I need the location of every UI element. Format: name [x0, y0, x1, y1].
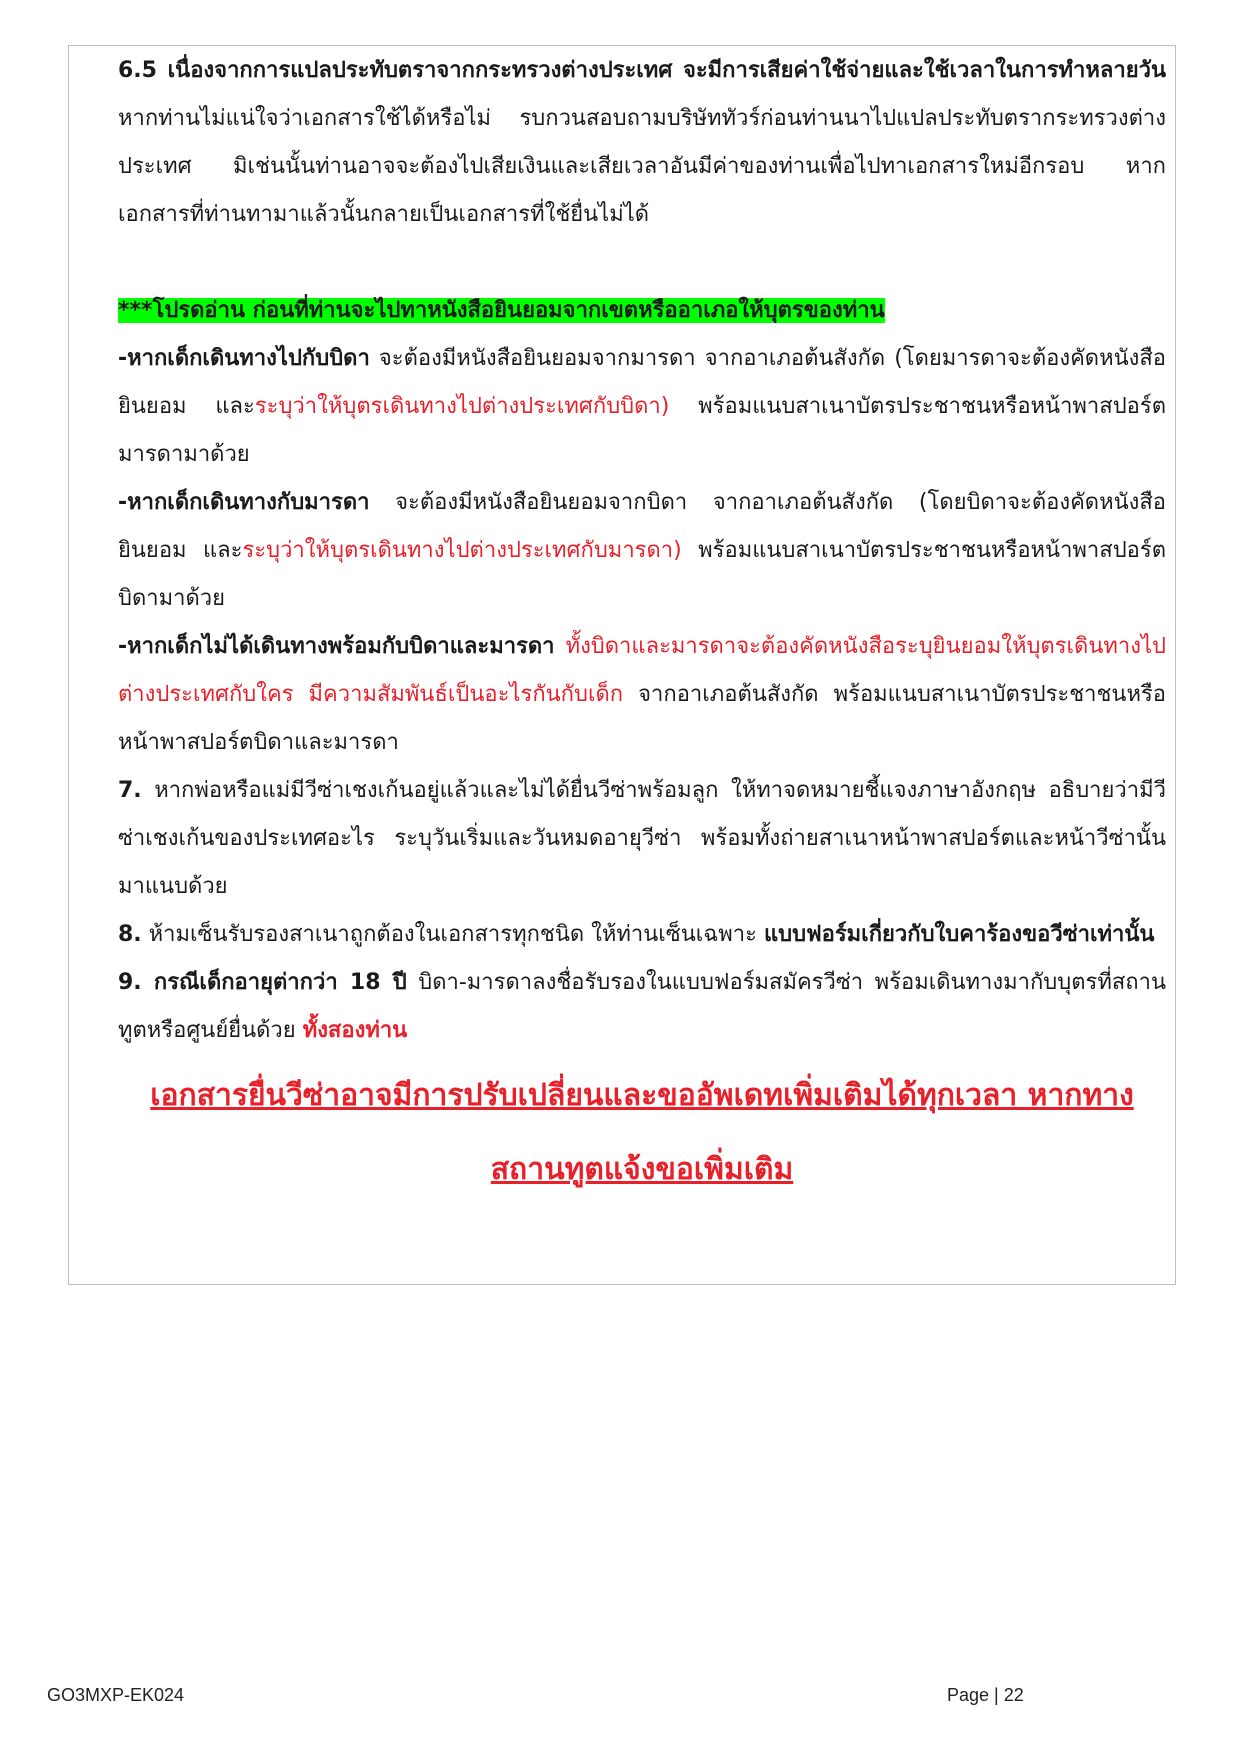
item-9 — [118, 959, 1166, 1055]
mother-heading: -หากเด็กเดินทางกับมารดา — [118, 490, 370, 515]
mother-text-2: พร้อมแนบสาเนาบัตรประชาชนหรือหน้าพาสปอร์ตบิดามาด้วย — [118, 538, 1166, 611]
highlighted-notice: ***โปรดอ่าน ก่อนที่ท่านจะไปทาหนังสือยินยอมจากเขตหรืออาเภอให้บุตรของท่าน — [118, 298, 885, 323]
document-code: GO3MXP-EK024 — [47, 1685, 185, 1705]
item-9-text: บิดา-มารดาลงชื่อรับรองในแบบฟอร์มสมัครวีซ่า พร้อมเดินทางมากับบุตรที่สถานทูตหรือศูนย์ยื่นด้วย — [118, 970, 1166, 1043]
father-red-text: ระบุว่าให้บุตรเดินทางไปต่างประเทศกับบิดา) — [254, 394, 670, 419]
item-9-red-text: ทั้งสองท่าน — [302, 1018, 408, 1043]
section-6-5-text: หากท่านไม่แน่ใจว่าเอกสารใช้ได้หรือไม่ รบกวนสอบถามบริษัททัวร์ก่อนท่านนาไปแปลประทับตรากระทรวงต่างประเทศ มิเช่นนั้นท่านอาจจะต้องไปเสียเงินและเสียเวลาอันมีค่าของท่านเพื่อไปทาเอกสารใหม่อีกรอบ หากเอกสารที่ท่านทามาแล้วนั้นกลายเป็นเอกสารที่ใช้ยื่นไม่ได้ — [118, 106, 1166, 227]
neither-text: จากอาเภอต้นสังกัด พร้อมแนบสาเนาบัตรประชาชนหรือหน้าพาสปอร์ตบิดาและมารดา — [118, 682, 1166, 755]
mother-text-1: จะต้องมีหนังสือยินยอมจากบิดา จากอาเภอต้นสังกัด (โดยบิดาจะต้องคัดหนังสือยินยอม และ — [118, 490, 1166, 563]
item-8-number: 8. — [118, 922, 142, 947]
mother-red-text: ระบุว่าให้บุตรเดินทางไปต่างประเทศกับมารดา) — [242, 538, 682, 563]
banner-line-1: เอกสารยื่นวีซ่าอาจมีการปรับเปลี่ยนและขออัพเดทเพิ่มเติมได้ทุกเวลา หากทาง — [150, 1078, 1134, 1113]
father-text-1: จะต้องมีหนังสือยินยอมจากมารดา จากอาเภอต้นสังกัด (โดยมารดาจะต้องคัดหนังสือยินยอม และ — [118, 346, 1166, 419]
item-7-number: 7. — [118, 778, 142, 803]
father-text-2: พร้อมแนบสาเนาบัตรประชาชนหรือหน้าพาสปอร์ตมารดามาด้วย — [118, 394, 1166, 467]
item-8-bold-text: แบบฟอร์มเกี่ยวกับใบคาร้องขอวีซ่าเท่านั้น — [763, 922, 1155, 947]
page-number: Page | 22 — [947, 1685, 1024, 1705]
father-paragraph — [118, 335, 1166, 479]
update-warning-banner — [118, 1059, 1166, 1207]
notice-line — [118, 287, 1166, 335]
section-6-5 — [118, 47, 1166, 239]
mother-paragraph — [118, 479, 1166, 623]
item-8 — [118, 911, 1166, 959]
section-6-5-heading: 6.5 เนื่องจากการแปลประทับตราจากกระทรวงต่างประเทศ จะมีการเสียค่าใช้จ่ายและใช้เวลาในการทำหลายวัน — [118, 58, 1166, 83]
item-8-text: ห้ามเซ็นรับรองสาเนาถูกต้องในเอกสารทุกชนิด ให้ท่านเซ็นเฉพาะ — [148, 922, 757, 947]
neither-red-text: ทั้งบิดาและมารดาจะต้องคัดหนังสือระบุยินยอมให้บุตรเดินทางไปต่างประเทศกับใคร มีความสัมพันธ์เป็นอะไรกันกับเด็ก — [118, 634, 1166, 707]
banner-line-2: สถานทูตแจ้งขอเพิ่มเติม — [490, 1152, 794, 1187]
item-7-text: หากพ่อหรือแม่มีวีซ่าเชงเก้นอยู่แล้วและไม่ได้ยื่นวีซ่าพร้อมลูก ให้ทาจดหมายชี้แจงภาษาอังกฤษ อธิบายว่ามีวีซ่าเชงเก้นของประเทศอะไร ระบุวันเริ่มและวันหมดอายุวีซ่า พร้อมทั้งถ่ายสาเนาหน้าพาสปอร์ตและหน้าวีซ่านั้นมาแนบด้วย — [118, 778, 1166, 899]
neither-paragraph — [118, 623, 1166, 767]
document-body — [118, 47, 1166, 1207]
neither-heading: -หากเด็กไม่ได้เดินทางพร้อมกับบิดาและมารดา — [118, 634, 555, 659]
father-heading: -หากเด็กเดินทางไปกับบิดา — [118, 346, 370, 371]
item-7 — [118, 767, 1166, 911]
spacer — [118, 239, 1166, 287]
item-9-heading: 9. กรณีเด็กอายุต่ากว่า 18 ปี — [118, 970, 407, 995]
